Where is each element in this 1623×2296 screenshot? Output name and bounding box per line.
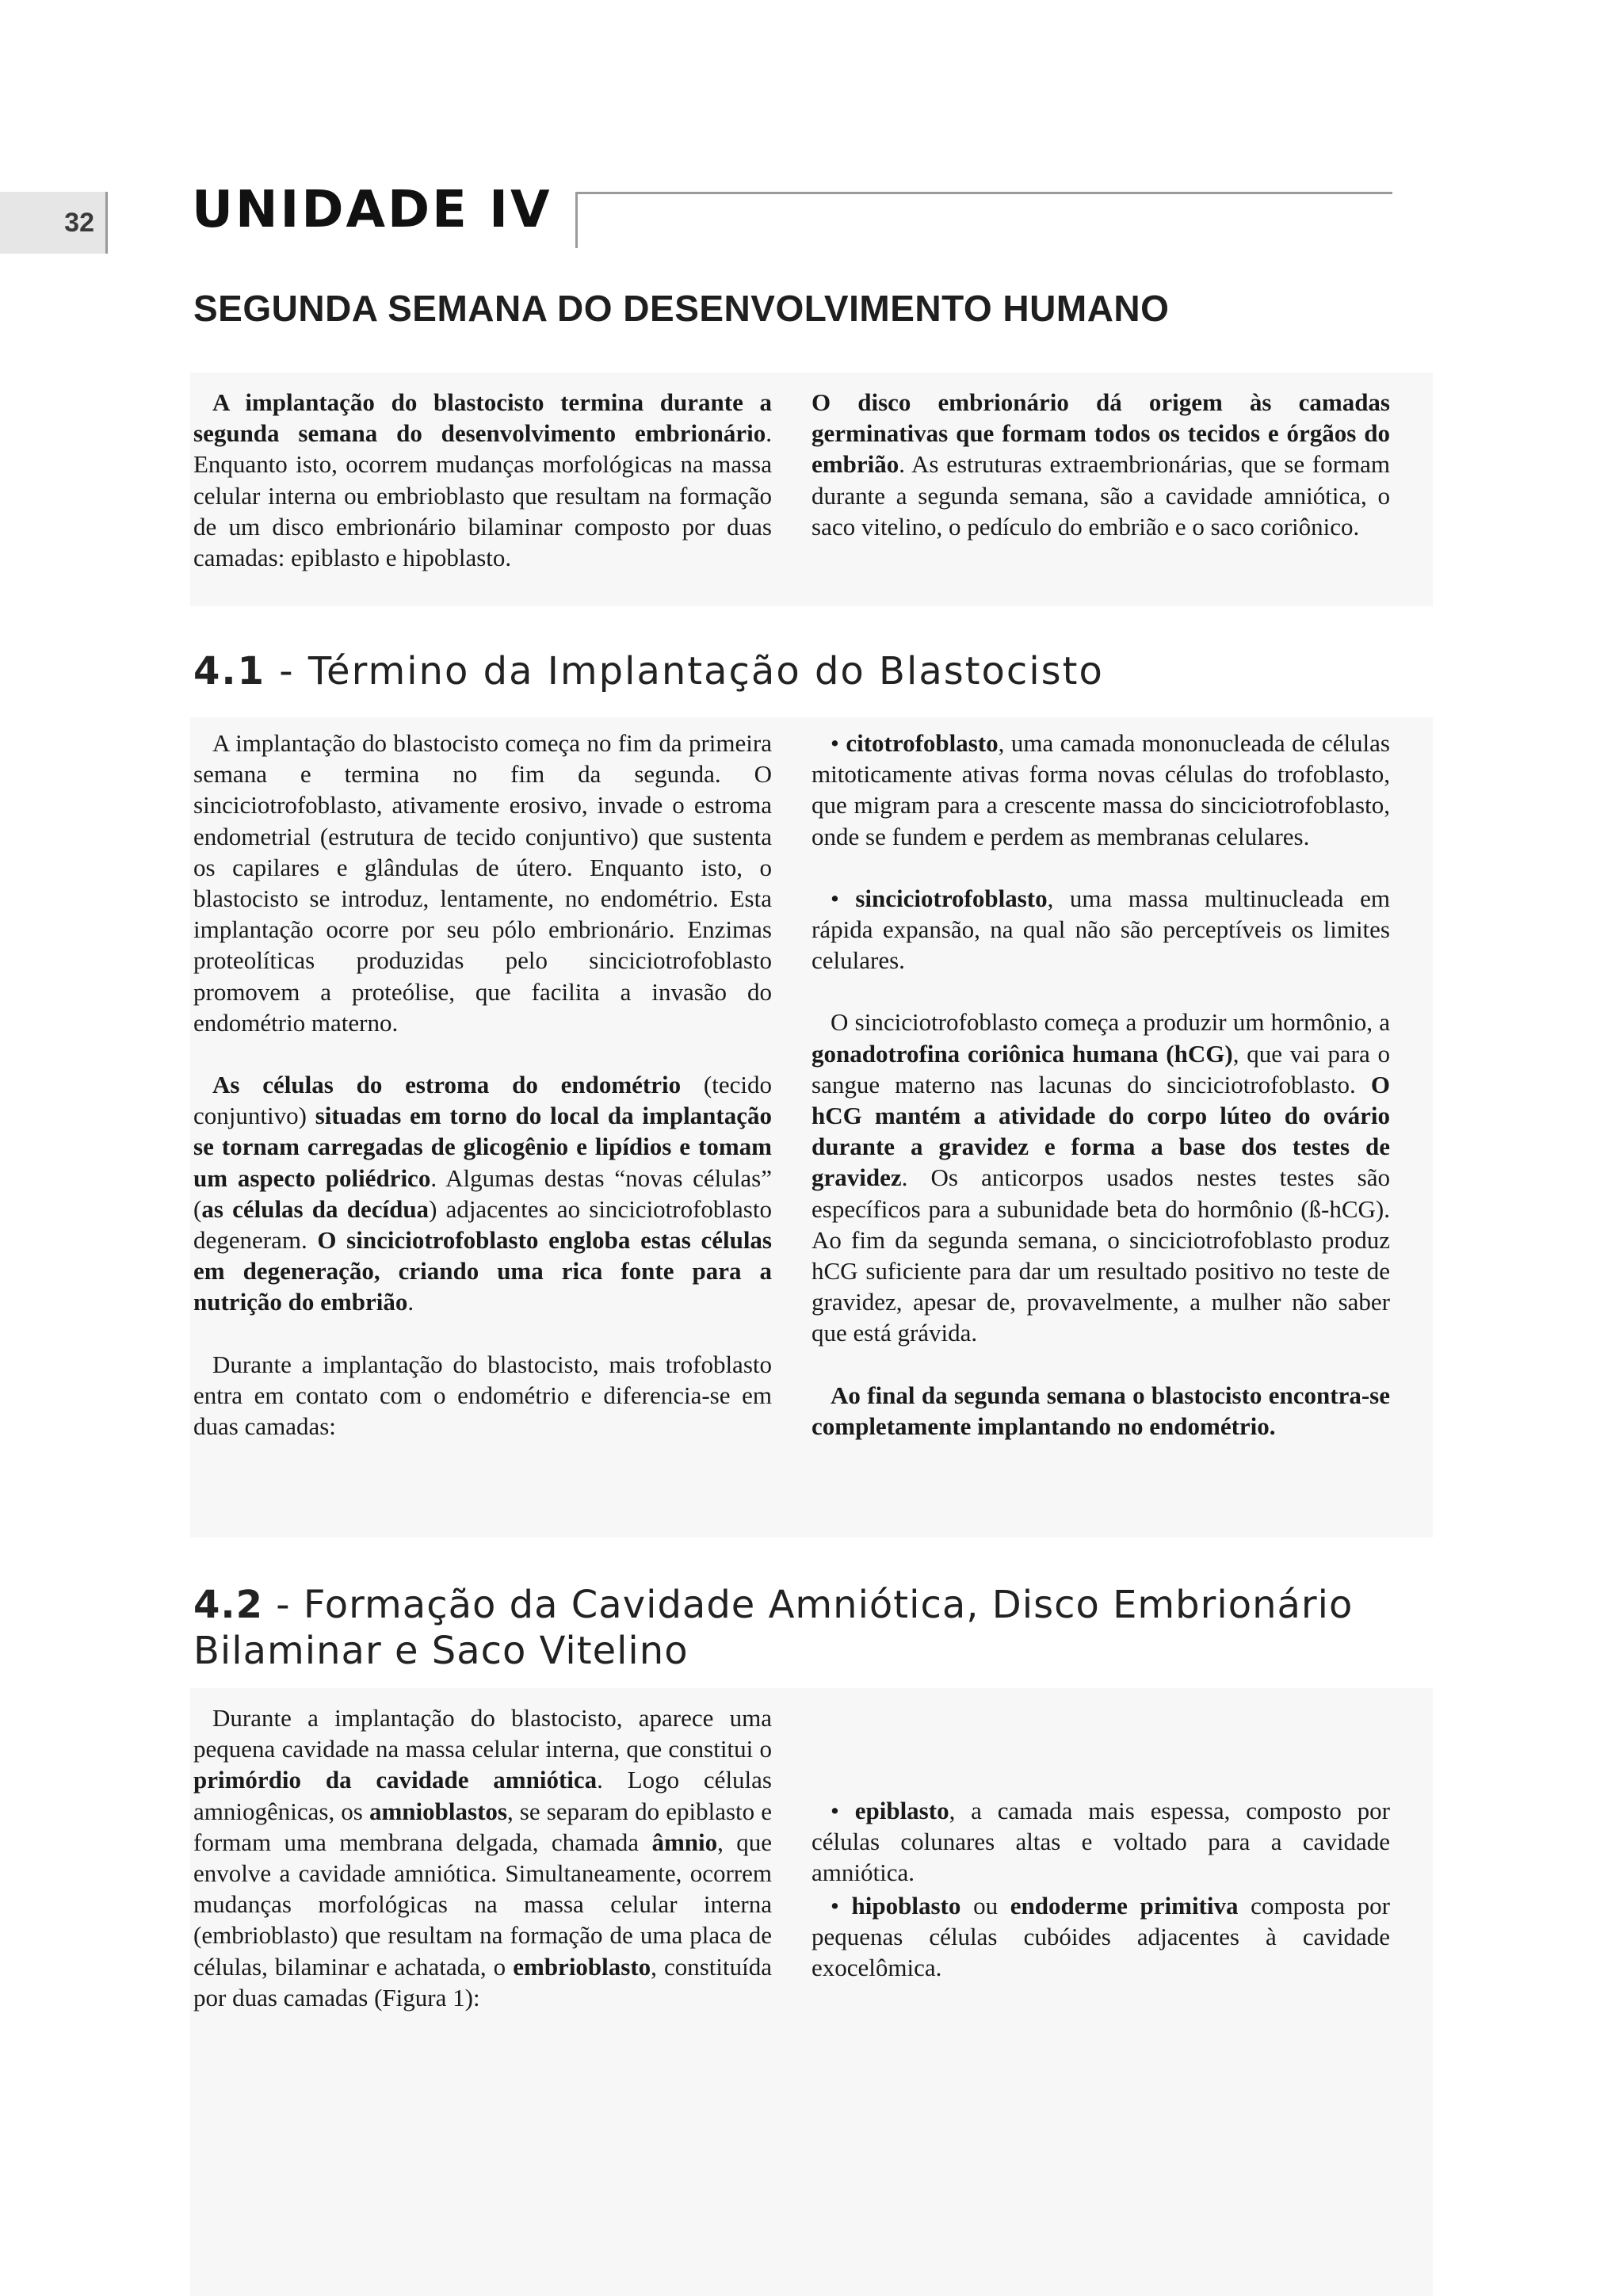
text-run: Durante a implantação do blastocisto, mais trofoblasto entra em contato com o endométrio e diferencia-se em duas camadas: [193, 1350, 772, 1441]
chapter-title: SEGUNDA SEMANA DO DESENVOLVIMENTO HUMANO [193, 288, 1170, 329]
text-run: , a camada mais espessa, composto por células colunares altas e voltado para a cavidade amniótica. [812, 1797, 1390, 1887]
section-4-2-title-line2: Bilaminar e Saco Vitelino [193, 1629, 689, 1673]
bullet-item [812, 728, 1390, 852]
text-run: , se separam do epiblasto e formam uma membrana delgada, chamada [193, 1797, 772, 1856]
bullet-marker: • [831, 1891, 852, 1920]
bold-run: hipoblasto [851, 1891, 961, 1920]
section-4-1-heading [193, 648, 1104, 694]
paragraph [193, 1069, 772, 1318]
section-4-2-left-column [193, 1702, 772, 2013]
bold-run: gonadotrofina coriônica humana (hCG) [812, 1039, 1233, 1068]
intro-left-bold: A implantação do blastocisto termina durante a segunda semana do desenvolvimento embrionário [193, 388, 772, 448]
section-4-1-title: - Término da Implantação do Blastocisto [265, 649, 1104, 693]
page-number-tab [0, 192, 108, 254]
section-4-2-right-column-continuation [812, 1702, 1390, 1764]
bold-run: as células da decídua [201, 1194, 430, 1223]
text-run: ) adjacentes ao sinciciotrofoblasto degeneram. [193, 1194, 772, 1255]
text-run: , constituída por duas camadas (Figura 1): [193, 1952, 772, 2011]
bullet-marker: • [831, 1797, 855, 1824]
bullet-item [812, 1890, 1390, 1984]
text-run: A implantação do blastocisto começa no fim da primeira semana e termina no fim da segunda. O sinciciotrofoblasto, ativamente erosivo, invade o estroma endometrial (estrutura de tecido conjuntivo) que sustenta os capilares e glândulas de útero. Enquanto isto, o blastocisto se introduz, lentamente, no endométrio. Esta implantação ocorre por seu pólo embrionário. Enzimas proteolíticas produzidas pelo sinciciotrofoblasto promovem a proteólise, que facilita a invasão do endométrio materno. [193, 729, 772, 1037]
bold-run: endoderme primitiva [1010, 1891, 1239, 1920]
text-run: , que vai para o sangue materno nas lacunas do sinciciotrofoblasto. [812, 1039, 1390, 1098]
text-run: Durante a implantação do blastocisto, aparece uma pequena cavidade na massa celular interna, que constitui o [193, 1704, 772, 1763]
bullet-item [812, 1795, 1390, 1889]
bold-run: sinciciotrofoblasto [855, 884, 1048, 912]
bullet-marker: • [831, 729, 846, 757]
text-run: . Logo células amniogênicas, os [193, 1766, 772, 1825]
text-run: (tecido conjuntivo) [193, 1071, 772, 1130]
bold-run: âmnio [651, 1828, 718, 1856]
bold-run: situadas em torno do local da implantação se tornam carregadas de glicogênio e lipídios e tomam um aspecto poliédrico [193, 1102, 773, 1192]
paragraph [193, 1349, 772, 1442]
bold-run: Ao final da segunda semana o blastocisto encontra-se completamente implantando no endométrio. [812, 1381, 1390, 1440]
text-run: O sinciciotrofoblasto começa a produzir um hormônio, a [831, 1008, 1390, 1037]
paragraph [193, 1702, 772, 2013]
text-run: ou [960, 1891, 1010, 1920]
text-run: . [407, 1288, 414, 1316]
bold-run: embrioblasto [513, 1952, 651, 1981]
text-run: . Os anticorpos usados nestes testes são específicos para a subunidade beta do hormônio (ß-hCG). Ao fim da segunda semana, o sinciciotrofoblasto produz hCG suficiente para dar um resultado positivo no teste de gravidez, apesar de, provavelmente, a mulher não saber que está grávida. [812, 1163, 1390, 1347]
bullet-item [812, 883, 1390, 976]
intro-right-paragraph [812, 387, 1390, 542]
bold-run: epiblasto [854, 1797, 949, 1824]
unit-title: UNIDADE IV [192, 181, 552, 239]
section-4-1-number: 4.1 [193, 649, 266, 693]
intro-left-paragraph [193, 387, 772, 573]
page-number: 32 [64, 207, 94, 238]
bullet-marker: • [831, 884, 856, 912]
bold-run: primórdio da cavidade amniótica [193, 1766, 598, 1794]
text-run: , que envolve a cavidade amniótica. Simultaneamente, ocorrem mudanças morfológicas na massa celular interna (embrioblasto) que resultam na formação de uma placa de células, bilaminar e achatada, o [193, 1828, 772, 1981]
section-4-2-number: 4.2 [193, 1583, 264, 1627]
bold-run: O hCG mantém a atividade do corpo lúteo do ovário durante a gravidez e forma a base dos testes de gravidez [812, 1070, 1390, 1192]
bold-run: O sinciciotrofoblasto engloba estas células em degeneração, criando uma rica fonte para a nutrição do embrião [193, 1226, 772, 1316]
unit-header-frame [575, 192, 1392, 248]
section-4-1-left-column [193, 728, 772, 1442]
text-run: , uma camada mononucleada de células mitoticamente ativas forma novas células do trofoblasto, que migram para a crescente massa do sinciciotrofoblasto, onde se fundem e perdem as membranas celulares. [812, 729, 1390, 850]
paragraph [193, 728, 772, 1038]
bold-run: amnioblastos [369, 1797, 507, 1825]
text-run: composta por pequenas células cubóides adjacentes à cavidade exocelômica. [812, 1891, 1390, 1982]
paragraph [812, 1380, 1390, 1442]
text-run: , uma massa multinucleada em rápida expansão, na qual não são perceptíveis os limites celulares. [812, 884, 1390, 975]
section-4-1-right-column [812, 728, 1390, 1442]
bold-run: citotrofoblasto [846, 729, 999, 757]
section-4-2-heading [193, 1582, 1353, 1674]
intro-left-column [193, 387, 772, 573]
intro-left-text: . Enquanto isto, ocorrem mudanças morfológicas na massa celular interna ou embrioblasto que resultam na formação de um disco embrionário bilaminar composto por duas camadas: epiblasto e hipoblasto. [193, 419, 772, 572]
intro-right-column [812, 387, 1390, 542]
bold-run: As células do estroma do endométrio [212, 1071, 682, 1099]
section-4-2-right-column [812, 1795, 1390, 1983]
section-4-2-title-line1: - Formação da Cavidade Amniótica, Disco Embrionário [263, 1583, 1354, 1627]
text-run: . Algumas destas “novas células” ( [193, 1163, 772, 1223]
intro-right-bold: O disco embrionário dá origem às camadas germinativas que formam todos os tecidos e órgãos do embrião [812, 388, 1390, 479]
paragraph [812, 1007, 1390, 1348]
intro-right-text: . As estruturas extraembrionárias, que se formam durante a segunda semana, são a cavidade amniótica, o saco vitelino, o pedículo do embrião e o saco coriônico. [812, 450, 1390, 541]
